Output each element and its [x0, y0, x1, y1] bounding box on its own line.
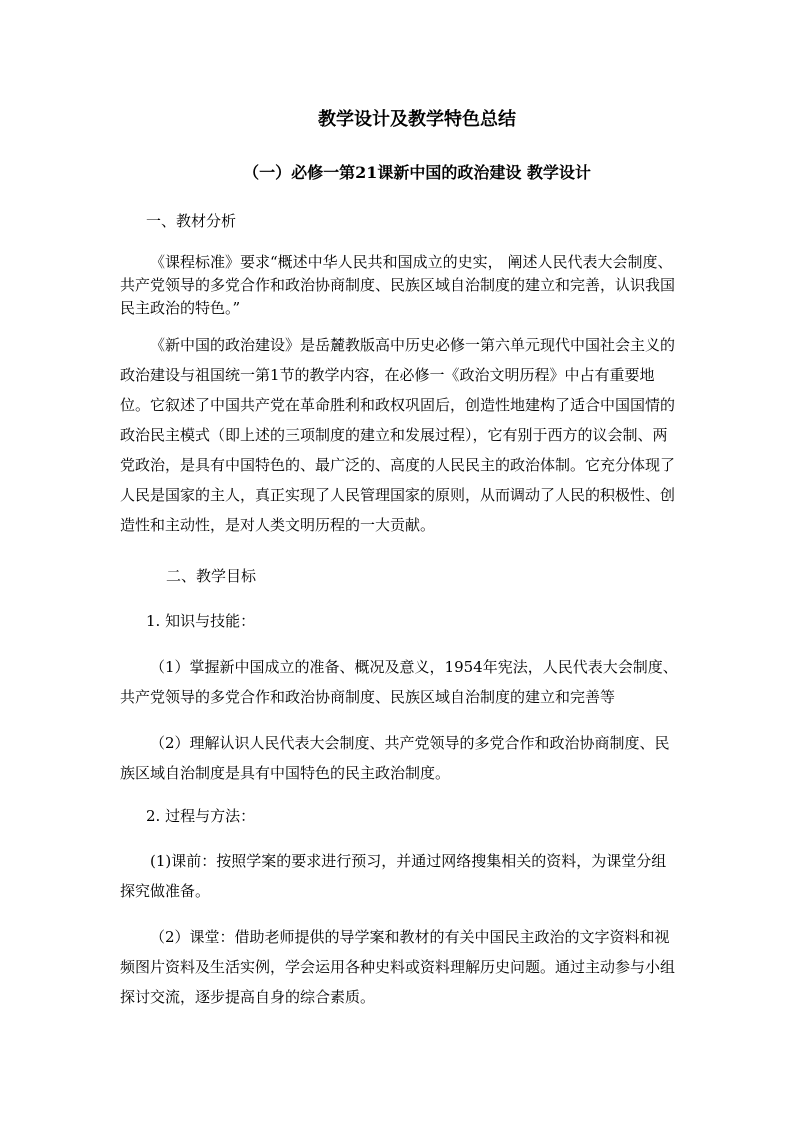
knowledge-skills-item-1: （1）掌握新中国成立的准备、概况及意义，1954年宪法，人民代表大会制度、共产党领导的多党合作和政治协商制度、民族区域自治制度的建立和完善等 [120, 658, 678, 706]
lesson-subtitle: （一）必修一第21课新中国的政治建设 教学设计 [243, 163, 591, 182]
knowledge-skills-item-2: （2）理解认识人民代表大会制度、共产党领导的多党合作和政治协商制度、民族区域自治制度是具有中国特色的民主政治制度。 [120, 734, 670, 782]
process-method-item-1: (1)课前：按照学案的要求进行预习，并通过网络搜集相关的资料，为课堂分组探究做准备。 [120, 852, 667, 900]
section1-heading: 一、教材分析 [146, 212, 237, 230]
knowledge-skills-heading: 1. 知识与技能： [146, 612, 256, 630]
section1-paragraph-1: 《课程标准》要求“概述中华人民共和国成立的史实， 阐述人民代表大会制度、共产党领导的多党合作和政治协商制度、民族区域自治制度的建立和完善，认识我国民主政治的特色。” [120, 253, 676, 317]
section1-paragraph-2: 《新中国的政治建设》是岳麓教版高中历史必修一第六单元现代中国社会主义的政治建设与祖国统一第1节的教学内容，在必修一《政治文明历程》中占有重要地位。它叙述了中国共产党在革命胜利和政权巩固后，创造性地建构了适合中国国情的政治民主模式（即上述的三项制度的建立和发展过程），它有别于西方的议会制、两党政治，是具有中国特色的、最广泛的、高度的人民民主的政治体制。它充分体现了人民是国家的主人，真正实现了人民管理国家的原则，从而调动了人民的积极性、创造性和主动性，是对人类文明历程的一大贡献。 [120, 336, 676, 534]
process-method-item-2: （2）课堂：借助老师提供的导学案和教材的有关中国民主政治的文字资料和视频图片资料及生活实例，学会运用各种史料或资料理解历史问题。通过主动参与小组探讨交流，逐步提高自身的综合素质。 [120, 928, 676, 1006]
process-method-heading: 2. 过程与方法： [146, 807, 256, 825]
section2-heading: 二、教学目标 [166, 567, 257, 585]
page-title: 教学设计及教学特色总结 [318, 109, 516, 130]
